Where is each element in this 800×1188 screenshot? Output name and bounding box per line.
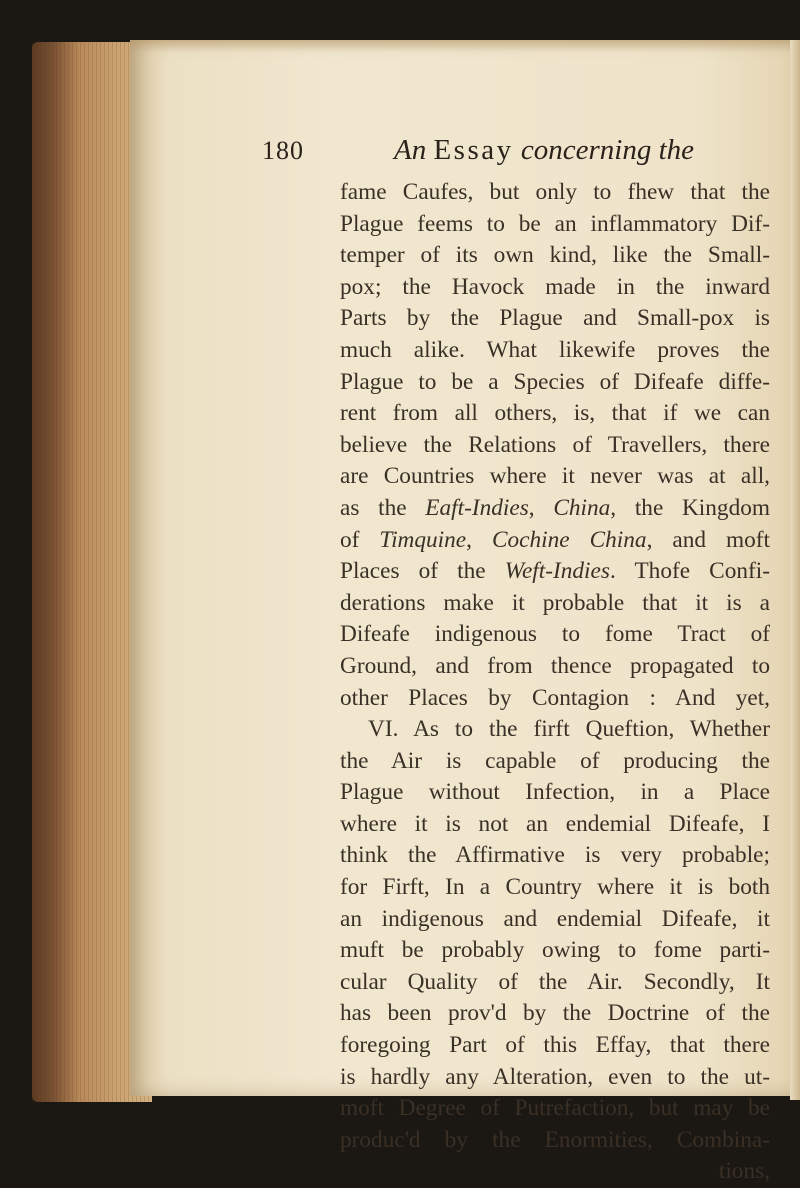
page-right-edge: [790, 40, 800, 1100]
text-line: fame Caufes, but only to fhew that the: [340, 179, 770, 205]
running-head-an: An: [394, 134, 427, 166]
text-line: has been prov'd by the Doctrine of the: [340, 1000, 770, 1027]
text-line: temper of its own kind, like the Small-: [340, 242, 770, 269]
text-line: derations make it probable that it is a: [340, 589, 770, 616]
text-line: for Firft, In a Country where it is both: [340, 874, 770, 901]
running-head-rest: concerning the: [520, 134, 695, 166]
text-line: Difeafe indigenous to fome Tract of: [340, 621, 770, 648]
text-line: Plague to be a Species of Difeafe diffe-: [340, 368, 770, 395]
running-header: [130, 128, 792, 178]
text-line: of Timquine, Cochine China, and moft: [340, 526, 771, 553]
text-line: Plague without Infection, in a Place: [340, 779, 770, 806]
text-line: believe the Relations of Travellers, there: [340, 431, 770, 458]
body-text: [340, 177, 770, 1188]
text-line: where it is not an endemial Difeafe, I: [340, 810, 770, 837]
text-line: an indigenous and endemial Difeafe, it: [340, 905, 770, 932]
text-line: think the Affirmative is very probable;: [340, 842, 770, 869]
text-line: tions,: [718, 1158, 770, 1185]
running-head-essay: Essay: [433, 134, 514, 166]
text-line: as the Eaft-Indies, China, the Kingdom: [340, 494, 770, 521]
text-line: moft Degree of Putrefaction, but may be: [340, 1095, 770, 1122]
text-line: Plague feems to be an inflammatory Dif-: [340, 210, 770, 237]
text-line: Places of the Weft-Indies. Thofe Confi-: [340, 558, 770, 585]
running-head-title: [394, 134, 694, 167]
text-line: is hardly any Alteration, even to the ut-: [340, 1063, 770, 1090]
text-line: Parts by the Plague and Small-pox is: [340, 305, 770, 332]
text-line: much alike. What likewife proves the: [340, 336, 770, 363]
text-line: muft be probably owing to fome parti-: [340, 937, 770, 964]
text-line: cular Quality of the Air. Secondly, It: [340, 968, 770, 995]
text-line: Ground, and from thence propagated to: [340, 652, 770, 679]
text-line: VI. As to the firft Queftion, Whether: [368, 716, 770, 743]
text-line: the Air is capable of producing the: [340, 747, 770, 774]
page-number: 180: [262, 136, 304, 165]
text-line: pox; the Havock made in the inward: [340, 273, 770, 300]
text-line: other Places by Contagion : And yet,: [340, 684, 770, 711]
text-line: rent from all others, is, that if we can: [340, 400, 770, 427]
text-line: foregoing Part of this Effay, that there: [340, 1032, 770, 1059]
text-line: are Countries where it never was at all,: [340, 463, 770, 490]
text-line: produc'd by the Enormities, Combina-: [340, 1126, 770, 1153]
